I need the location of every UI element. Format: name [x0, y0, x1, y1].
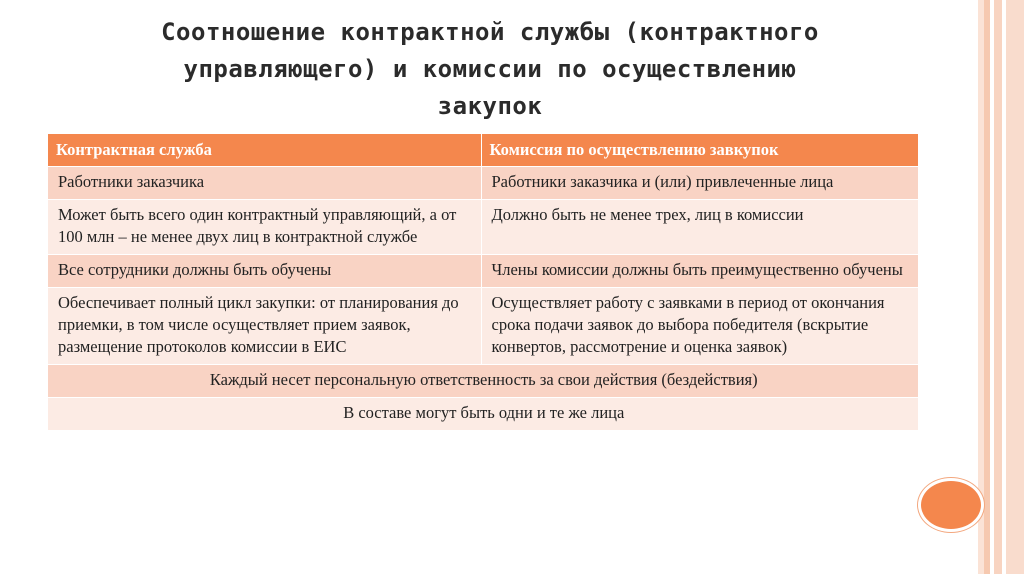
comparison-table — [48, 134, 919, 430]
table-header-row — [48, 134, 918, 167]
table-row-shared — [48, 398, 918, 431]
table-cell: Работники заказчика и (или) привлеченные лица — [481, 167, 918, 200]
table-cell: Все сотрудники должны быть обучены — [48, 255, 481, 288]
shared-cell: Каждый несет персональную ответственность за свои действия (бездействия) — [48, 365, 918, 398]
title-line-1: Соотношение контрактной службы (контрактного — [161, 18, 819, 46]
table-cell: Должно быть не менее трех, лиц в комиссии — [481, 200, 918, 255]
table-cell: Может быть всего один контрактный управляющий, а от 100 млн – не менее двух лиц в контрактной службе — [48, 200, 481, 255]
table-cell: Осуществляет работу с заявками в период от окончания срока подачи заявок до выбора победителя (вскрытие конвертов, рассмотрение и оценка заявок) — [481, 288, 918, 365]
table-row-shared — [48, 365, 918, 398]
table-row — [48, 200, 918, 255]
table-row — [48, 255, 918, 288]
title-line-3: закупок — [437, 92, 543, 120]
shared-cell: В составе могут быть одни и те же лица — [48, 398, 918, 431]
table-cell: Члены комиссии должны быть преимущественно обучены — [481, 255, 918, 288]
header-contract-service: Контрактная служба — [48, 134, 481, 167]
table-cell: Работники заказчика — [48, 167, 481, 200]
slide-title — [40, 14, 940, 125]
decorative-side-stripes — [984, 0, 1024, 574]
header-commission: Комиссия по осуществлению завкупок — [481, 134, 918, 167]
table-row — [48, 167, 918, 200]
table-cell: Обеспечивает полный цикл закупки: от планирования до приемки, в том числе осуществляет прием заявок, размещение протоколов комиссии в ЕИС — [48, 288, 481, 365]
title-line-2: управляющего) и комиссии по осуществлению — [183, 55, 797, 83]
decorative-circle — [918, 478, 984, 532]
table-row — [48, 288, 918, 365]
